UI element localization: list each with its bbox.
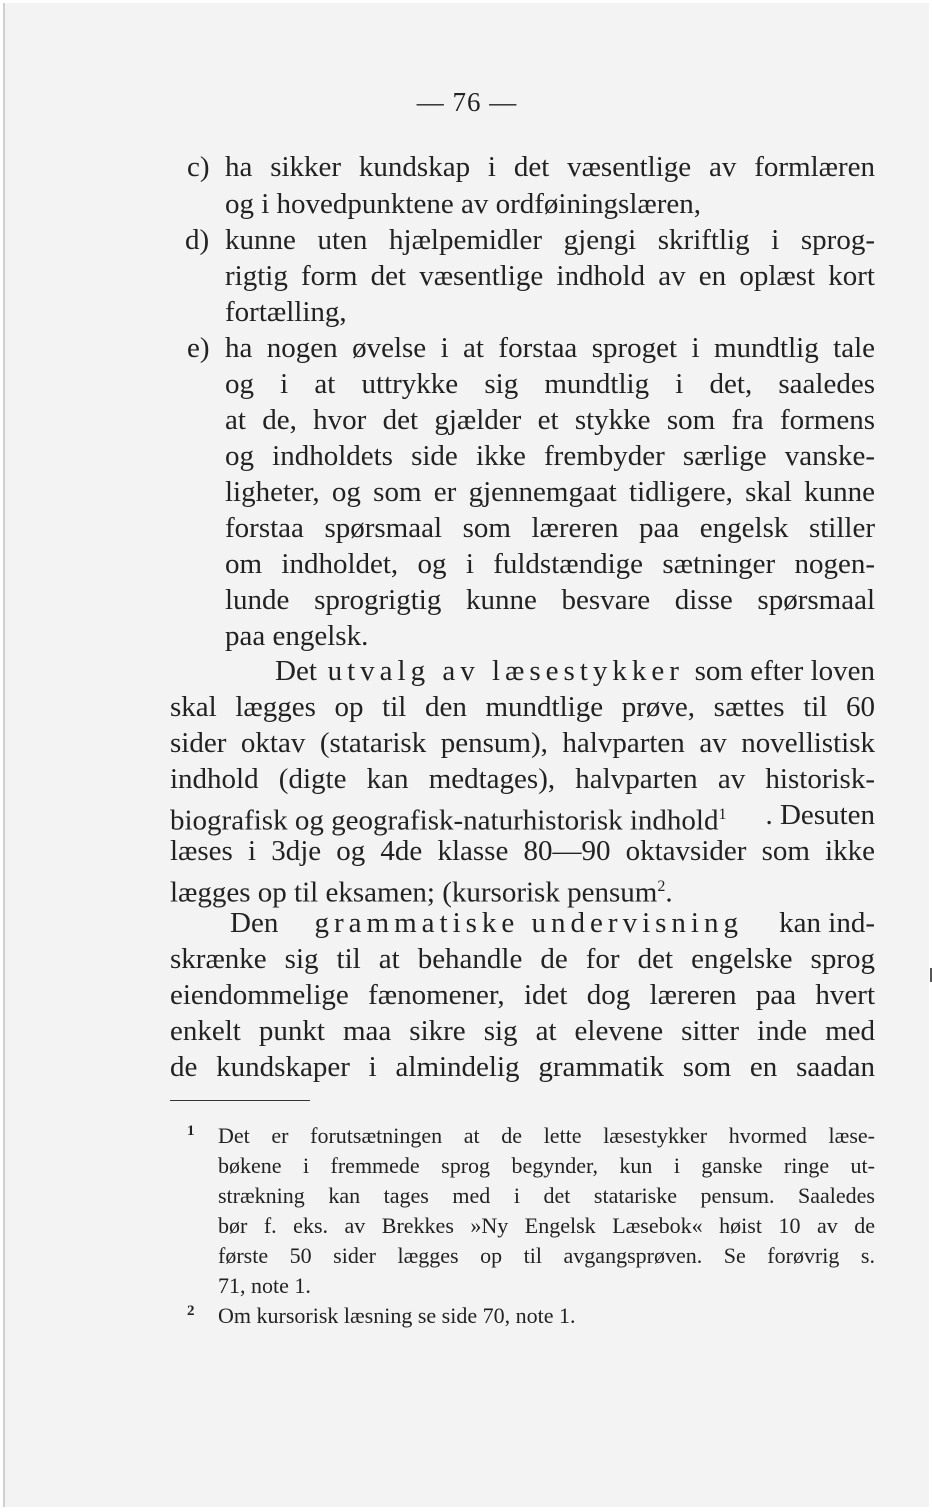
paragraph-1-line-7-tail: . (665, 876, 673, 909)
list-marker-e: e) (187, 332, 210, 364)
footnote-1-line-2: bøkene i fremmede sprog begynder, kun i ganske ringe ut- (218, 1153, 875, 1178)
paragraph-1-emphasis: utvalg av læsestykker (327, 655, 684, 687)
book-page (3, 3, 929, 1507)
list-item-d-line-1: kunne uten hjælpemidler gjengi skriftlig i sprog- (225, 224, 875, 256)
paragraph-2-line-4: enkelt punkt maa sikre sig at elevene sitter inde med (170, 1015, 875, 1047)
paragraph-2-line-1 (230, 905, 875, 941)
list-item-e-line-6: forstaa spørsmaal som læreren paa engelsk stiller (225, 512, 875, 544)
paragraph-1-line-3: sider oktav (statarisk pensum), halvparten av novellistisk (170, 727, 875, 759)
paragraph-2-lead: Den (230, 907, 279, 939)
paragraph-2-line-3: eiendommelige fænomener, idet dog læreren paa hvert (170, 979, 875, 1011)
footnote-separator (170, 1100, 310, 1101)
list-marker-d: d) (185, 224, 210, 256)
paragraph-1-line-4: indhold (digte kan medtages), halvparten av historisk- (170, 763, 875, 795)
footnote-1-marker: 1 (187, 1123, 195, 1139)
paragraph-2-line-2: skrænke sig til at behandle de for det engelske sprog (170, 943, 875, 975)
list-item-c-line-2: og i hovedpunktene av ordføiningslæren, (225, 188, 701, 220)
list-item-e-line-9: paa engelsk. (225, 620, 369, 652)
paragraph-1-first-rest: som efter loven (694, 655, 875, 687)
footnote-1-line-3: strækning kan tages med i det statariske pensum. Saaledes (218, 1183, 875, 1208)
paragraph-2-first-rest: kan ind- (779, 907, 875, 939)
footnote-2-marker: 2 (187, 1303, 195, 1319)
list-marker-c: c) (187, 151, 210, 183)
footnote-ref-2: 2 (657, 878, 666, 895)
list-item-e-line-7: om indholdet, og i fuldstændige sætninger nogen- (225, 548, 875, 580)
footnote-2-line-1: Om kursorisk læsning se side 70, note 1. (218, 1303, 576, 1328)
paragraph-1-line-7-text: lægges op til eksamen; (kursorisk pensum (170, 876, 658, 909)
paragraph-1-line-1 (275, 653, 875, 689)
list-item-e-line-3: at de, hvor det gjælder et stykke som fra formens (225, 404, 875, 436)
footnote-1-line-6: 71, note 1. (218, 1273, 311, 1298)
footnote-1-line-5: første 50 sider lægges op til avgangsprøven. Se forøvrig s. (218, 1243, 875, 1268)
list-item-d-line-2: rigtig form det væsentlige indhold av en oplæst kort (225, 260, 875, 292)
footnote-ref-1: 1 (718, 806, 727, 823)
list-item-e-line-8: lunde sprogrigtig kunne besvare disse spørsmaal (225, 584, 875, 616)
paragraph-1-line-2: skal lægges op til den mundtlige prøve, sættes til 60 (170, 691, 875, 723)
list-item-c-line-1: ha sikker kundskap i det væsentlige av formlæren (225, 151, 875, 183)
page-number: — 76 — (416, 87, 518, 117)
footnote-1-line-1: Det er forutsætningen at de lette læsestykker hvormed læse- (218, 1123, 875, 1148)
paragraph-2-line-5: de kundskaper i almindelig grammatik som en saadan (170, 1051, 875, 1083)
list-item-e-line-4: og indholdets side ikke frembyder særlige vanske- (225, 440, 875, 472)
paragraph-2-emphasis: grammatiske undervisning (314, 907, 743, 939)
paragraph-1-lead: Det (275, 655, 317, 687)
footnote-1-line-4: bør f. eks. av Brekkes »Ny Engelsk Læsebok« høist 10 av de (218, 1213, 875, 1238)
list-item-e-line-5: ligheter, og som er gjennemgaat tidligere, skal kunne (225, 476, 875, 508)
paragraph-1-line-6: læses i 3dje og 4de klasse 80—90 oktavsider som ikke (170, 835, 875, 867)
list-item-e-line-1: ha nogen øvelse i at forstaa sproget i mundtlig tale (225, 332, 875, 364)
paragraph-1-line-5-tail: . Desuten (765, 799, 875, 831)
list-item-e-line-2: og i at uttrykke sig mundtlig i det, saaledes (225, 368, 875, 400)
paragraph-1-line-5-text: biografisk og geografisk-naturhistorisk indhold (170, 804, 719, 837)
list-item-d-line-3: fortælling, (225, 296, 347, 328)
